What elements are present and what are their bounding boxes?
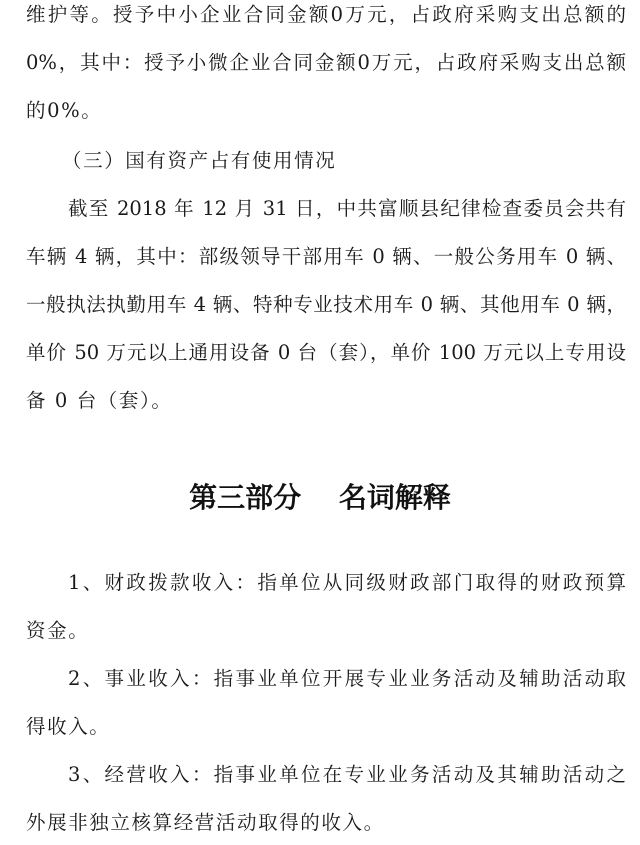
paragraph-line: 截至 2018 年 12 月 31 日，中共富顺县纪律检查委员会共有 bbox=[68, 197, 626, 220]
part-title: 第三部分 名词解释 bbox=[189, 481, 451, 514]
paragraph-line: 单价 50 万元以上通用设备 0 台（套），单价 100 万元以上专用设 bbox=[26, 341, 626, 364]
definition-line: 2、事业收入：指事业单位开展专业业务活动及辅助活动取 bbox=[68, 667, 626, 690]
paragraph-line: 0%，其中：授予小微企业合同金额0万元，占政府采购支出总额 bbox=[26, 51, 626, 74]
paragraph-line: 一般执法执勤用车 4 辆、特种专业技术用车 0 辆、其他用车 0 辆， bbox=[26, 293, 626, 316]
subheading: （三）国有资产占有使用情况 bbox=[62, 149, 337, 172]
definition-line: 资金。 bbox=[26, 619, 90, 642]
definition-line: 1、财政拨款收入：指单位从同级财政部门取得的财政预算 bbox=[68, 571, 626, 594]
paragraph-line: 车辆 4 辆，其中：部级领导干部用车 0 辆、一般公务用车 0 辆、 bbox=[26, 245, 626, 268]
definition-line: 得收入。 bbox=[26, 715, 111, 738]
paragraph-line: 的0%。 bbox=[26, 99, 103, 122]
paragraph-line: 维护等。授予中小企业合同金额0万元，占政府采购支出总额的 bbox=[26, 3, 626, 26]
definition-line: 外展非独立核算经营活动取得的收入。 bbox=[26, 811, 385, 834]
definition-line: 3、经营收入：指事业单位在专业业务活动及其辅助活动之 bbox=[68, 763, 626, 786]
paragraph-line: 备 0 台（套）。 bbox=[26, 389, 173, 412]
